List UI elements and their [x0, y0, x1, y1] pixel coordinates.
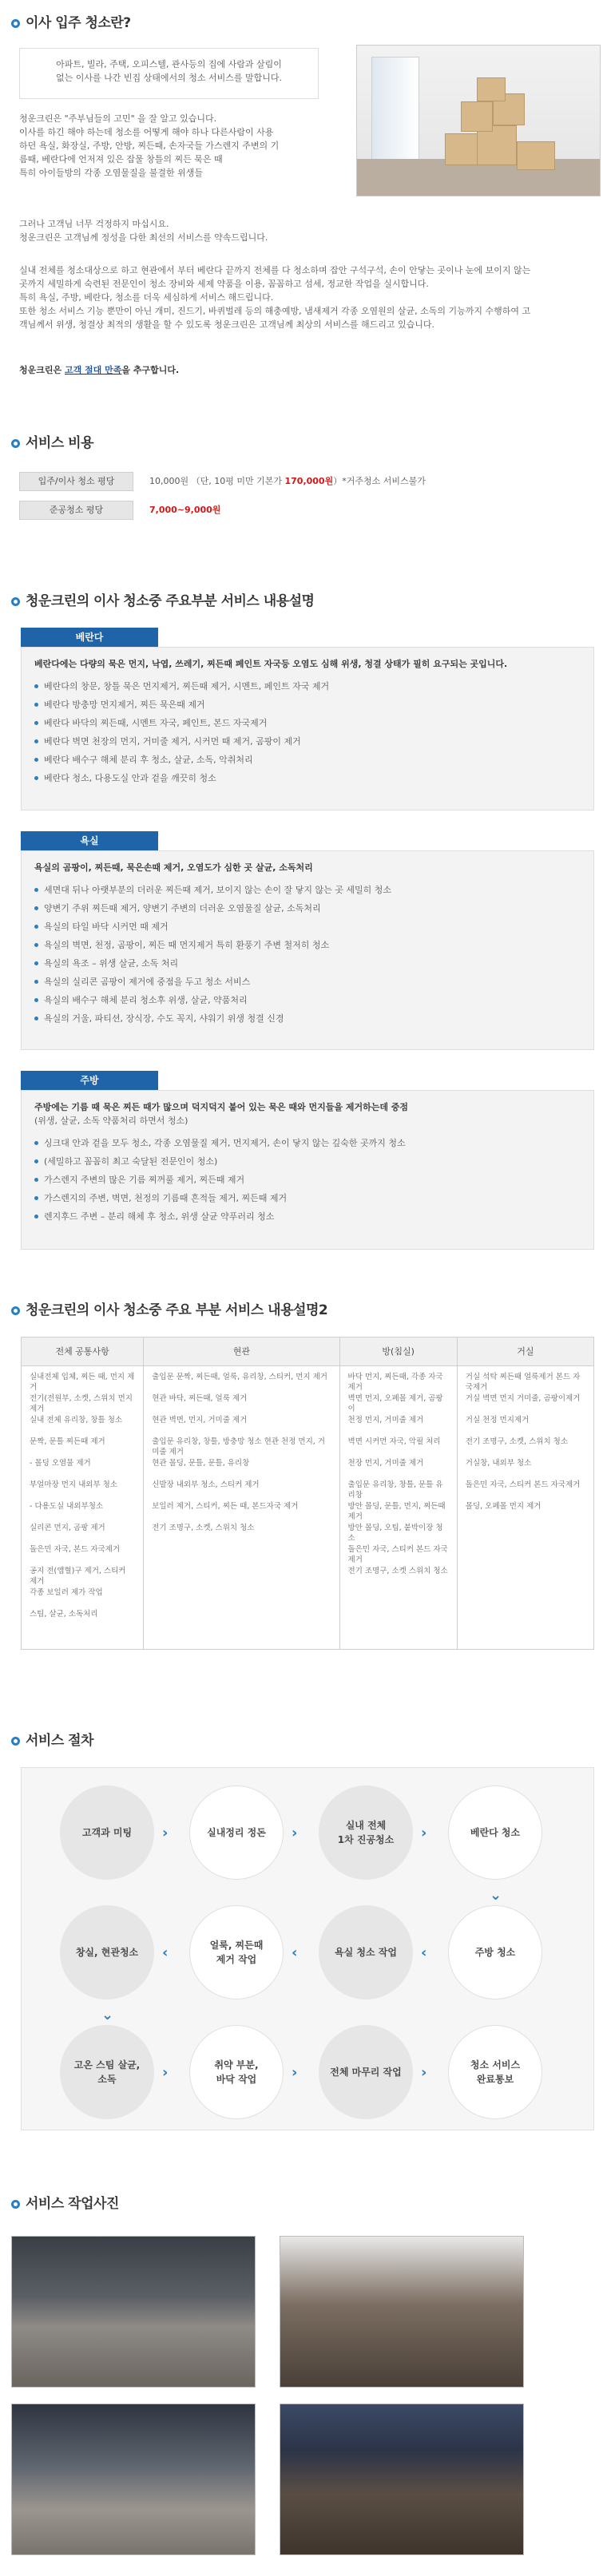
- table-cell-item: 벽면 먼지, 오페몰 제거, 곰팡이: [347, 1394, 443, 1413]
- list-item: 렌지후드 주변 – 분리 해체 후 청소, 위생 살균 약푸러리 청소: [34, 1207, 581, 1226]
- cost-row-completion: 준공청소 평당 7,000~9,000원: [19, 500, 592, 521]
- table-header: 거실: [457, 1338, 593, 1366]
- intro-slogan: 청운크린은 고객 절대 만족을 추구합니다.: [19, 365, 180, 375]
- list-item: 베란다의 창문, 창틀 묵은 먼지제거, 찌든때 제거, 시멘트, 페인트 자국 제거: [34, 677, 581, 696]
- procedure-step: 주방 청소: [448, 1905, 542, 1999]
- parts2-heading: 청운크린의 이사 청소중 주요 부분 서비스 내용설명2: [11, 1298, 592, 1322]
- procedure-step: 청소 서비스 완료통보: [448, 2025, 542, 2119]
- tab-veranda: 베란다: [21, 628, 158, 647]
- table-cell: [22, 1366, 144, 1650]
- table-cell-item: 신발장 내외부 청소, 스티커 제거: [152, 1480, 260, 1489]
- arrow-icon: ›: [421, 1825, 427, 1841]
- table-cell-item: 각종 보일러 제가 작업: [30, 1588, 103, 1597]
- intro-para-3: 실내 전체를 청소대상으로 하고 현관에서 부터 베란다 끝까지 전체를 다 청소하며 잡안 구석구석, 손이 안닿는 곳이나 눈에 보이지 않는 곳까지 세밀하게 숙련된 전문인이 청소 장비와 세제 약품을 이용, 꼼꼼하고 섬세, 정교한 작업을 실시합니다. 특히 욕실, 주방, 베란다, 청소를 더욱 세심하게 서비스 해드립니다. 또한 청소 서비스 기능 뿐만이 아닌 개미, 진드기, 바퀴벌레 등의 해충예방, 냄새제거 각종 오염원의 살균, 소독의 기능까지 수행하여 고 객님께서 위생, 청결상 최적의 생활을 할 수 있도록 청운크린은 고객님께 최상의 서비스를 해드리고 있습니다.: [19, 265, 531, 331]
- table-cell-item: 방안 몰딩, 오팀, 붙박이장 청소: [347, 1524, 443, 1543]
- bullet-icon: [11, 1306, 20, 1315]
- table-cell-item: 실내 전체 유리창, 창틀 청소: [30, 1416, 123, 1425]
- table-cell-item: 현관 바닥, 찌든때, 얼룩 제거: [152, 1394, 248, 1403]
- list-item: 욕실의 실리콘 곰팡이 제거에 중점을 두고 청소 서비스: [34, 973, 581, 991]
- table-cell-item: 스팀, 살균, 소독처리: [30, 1610, 98, 1619]
- table-cell-item: 돌은민 자국, 스티커 본드 자국제거: [347, 1545, 448, 1564]
- bullet-icon: [11, 1737, 20, 1746]
- arrow-icon: ›: [162, 2064, 169, 2081]
- work-photo-1: [11, 2236, 256, 2388]
- bullet-icon: [11, 597, 20, 606]
- intro-para-2: 그러나 고객님 너무 걱정하지 마십시요. 청운크린은 고객님께 정성을 다한 최선의 서비스를 약속드립니다.: [19, 219, 268, 244]
- table-cell-item: 거실창, 내외부 청소: [465, 1459, 532, 1468]
- cost-row-move: 입주/이사 청소 평당 10,000원 （단, 10평 미만 기본가 170,000원）*거주청소 서비스불가: [19, 471, 592, 492]
- table-cell-item: - 몰딩 오염물 제거: [30, 1459, 91, 1468]
- table-cell-item: 전기(전원부, 소켓, 스위치 먼지 제거: [30, 1394, 133, 1413]
- table-cell-item: 보일러 제거, 스티커, 찌든 때, 본드자국 제거: [152, 1502, 299, 1511]
- list-item: 양변기 주위 찌든때 제거, 양변기 주변의 더러운 오염물질 살균, 소독처리: [34, 899, 581, 917]
- bullet-icon: [11, 19, 20, 28]
- veranda-card: 베란다에는 다량의 묵은 먼지, 낙엽, 쓰레기, 찌든때 페인트 자국등 오염도 심해 위생, 청결 상태가 필히 요구되는 곳입니다. 베란다의 창문, 창틀 묵은 먼지제거, 찌든때 제거, 시멘트, 페인트 자국 제거 베란다 방충망 먼지제거, 찌든 묵은때 제거 베란다 바닥의 찌든때, 시멘트 자국, 페인트, 본드 자국제거 베란다 벽면 천장의 먼지, 거미줄 제거, 시커먼 때 제거, 곰팡이 제거 베란다 배수구 해체 분리 후 청소, 살균, 소독, 악취처리 베란다 청소, 다용도실 안과 겉을 깨끗히 청소: [21, 647, 594, 810]
- arrow-icon: ‹: [421, 1944, 427, 1961]
- intro-quote: 아파트, 빌라, 주택, 오피스텔, 관사등의 집에 사람과 살림이 없는 이사를 나간 빈집 상태에서의 청소 서비스를 말합니다.: [19, 48, 319, 99]
- table-cell-item: 부얼마장 먼지 내외부 청소: [30, 1480, 118, 1489]
- table-cell-item: 문짝, 문틀 찌든때 제거: [30, 1437, 105, 1446]
- list-item: 베란다 방충망 먼지제거, 찌든 묵은때 제거: [34, 696, 581, 714]
- moving-boxes-photo: [356, 45, 601, 196]
- procedure-section: [11, 1729, 592, 2130]
- kitchen-card: 주방에는 기름 때 묵은 찌든 때가 많으며 덕지덕지 붙어 있는 묵은 때와 먼지들을 제거하는데 중점 (위생, 살균, 소독 약품처리 하면서 청소) 싱크대 안과 겉을 모두 청소, 각종 오염물질 제거, 먼지제거, 손이 닿지 않는 깊숙한 곳까지 청소 (세밀하고 꼼꼼히 최고 숙달된 전문인이 청소) 가스렌지 주변의 많은 기름 찌꺼풀 제거, 찌든때 제거 가스렌지의 주변, 벽면, 천정의 기름때 흔적들 제거, 찌든때 제거 렌지후드 주변 – 분리 해체 후 청소, 위생 살균 약푸러리 청소: [21, 1090, 594, 1250]
- arrow-icon: ›: [421, 2064, 427, 2081]
- table-cell-item: 천장 먼지, 거미줄 제거: [347, 1459, 424, 1468]
- table-cell-item: 현관 벽면, 먼지, 거미줄 제거: [152, 1416, 248, 1425]
- table-cell-item: 벽면 시커먼 자국, 악필 처리: [347, 1437, 441, 1446]
- work-photo-2: [280, 2236, 524, 2388]
- table-cell-item: 공지 전(앰혈)구 제거, 스티커 제거: [30, 1567, 126, 1586]
- table-cell-item: 실리콘 먼지, 곰팡 제거: [30, 1524, 105, 1532]
- table-header: 현관: [144, 1338, 339, 1366]
- procedure-flow: [21, 1767, 594, 2130]
- list-item: 베란다 배수구 해체 분리 후 청소, 살균, 소독, 악취처리: [34, 751, 581, 769]
- list-item: 가스렌지의 주변, 벽면, 천정의 기름때 흔적들 제거, 찌든때 제거: [34, 1189, 581, 1207]
- work-photo-3: [11, 2404, 256, 2555]
- procedure-heading: 서비스 절차: [11, 1729, 592, 1753]
- list-item: 가스렌지 주변의 많은 기름 찌꺼풀 제거, 찌든때 제거: [34, 1171, 581, 1189]
- cost-heading: 서비스 비용: [11, 431, 592, 455]
- arrow-icon: ›: [162, 1825, 169, 1841]
- procedure-step: 취약 부분, 바닥 작업: [189, 2025, 284, 2119]
- bullet-icon: [11, 2200, 20, 2209]
- list-item: 베란다 바닥의 찌든때, 시멘트 자국, 페인트, 본드 자국제거: [34, 714, 581, 732]
- bullet-icon: [11, 439, 20, 448]
- procedure-step: 얼룩, 찌든때 제거 작업: [189, 1905, 284, 1999]
- intro-para-1: 청운크린은 "주부님들의 고민" 을 잘 알고 있습니다. 이사를 하긴 해야 하는데 청소를 어떻게 해야 하나 다른사람이 사용 하던 욕실, 화장실, 주방, 안방, 찌든때, 손자국들 가스렌지 주변의 기 름때, 베란다에 언저져 있은 잡물 창틀의 찌든 묵은 때 특히 아이들방의 각종 오염물질을 불결한 위생들: [19, 113, 280, 179]
- list-item: 베란다 청소, 다용도실 안과 겉을 깨끗히 청소: [34, 769, 581, 787]
- procedure-step: 고온 스팀 살균, 소독: [60, 2025, 154, 2119]
- bath-card: 욕실의 곰팡이, 찌든때, 묵은손때 제거, 오염도가 심한 곳 살균, 소독처리 세면대 뒤나 아랫부분의 더러운 찌든때 제거, 보이지 않는 손이 잘 닿지 않는 곳 세밀히 청소 양변기 주위 찌든때 제거, 양변기 주변의 더러운 오염물질 살균, 소독처리 욕실의 타일 바닥 시커먼 때 제거 욕실의 벽면, 천정, 곰팡이, 찌든 때 먼지제거 특히 환풍기 주변 철저히 청소 욕실의 욕조 – 위생 살균, 소독 처리 욕실의 실리콘 곰팡이 제거에 중점을 두고 청소 서비스 욕실의 배수구 해체 분리 청소후 위생, 살균, 약품처리 욕실의 거울, 파티션, 장식장, 수도 꼭지, 샤워기 위생 청결 신경: [21, 850, 594, 1050]
- table-cell-item: 전기 조명구, 소켓, 스위치 청소: [465, 1437, 569, 1446]
- service-detail-table: [21, 1337, 594, 1650]
- table-cell-item: 현관 몰딩, 문틀, 문틀, 유리창: [152, 1459, 250, 1468]
- arrow-icon: ›: [292, 1825, 298, 1841]
- table-cell-item: 돌은민 자국, 본드 자국제거: [30, 1545, 121, 1554]
- list-item: 욕실의 배수구 해체 분리 청소후 위생, 살균, 약품처리: [34, 991, 581, 1009]
- table-cell-item: - 다용도실 내외부청소: [30, 1502, 104, 1511]
- arrow-icon: ⌄: [101, 2007, 114, 2023]
- list-item: 싱크대 안과 겉을 모두 청소, 각종 오염물질 제거, 먼지제거, 손이 닿지 않는 깊숙한 곳까지 청소: [34, 1134, 581, 1152]
- table-cell-item: 거실 천정 먼지제거: [465, 1416, 530, 1425]
- procedure-step: 실내정리 정돈: [189, 1785, 284, 1880]
- intro-heading: 이사 입주 청소란?: [11, 11, 131, 35]
- photos-section: [11, 2192, 592, 2216]
- table-cell-item: 거실 석탁 찌든때 얼룩제거 본드 자국제거: [465, 1373, 581, 1392]
- table-cell-item: 천정 먼지, 거미줄 제거: [347, 1416, 424, 1425]
- table-cell-item: 출입문 유리창, 창틀, 문틀 유리창: [347, 1480, 443, 1500]
- procedure-step: 창실, 현관청소: [60, 1905, 154, 1999]
- table-cell-item: 전기 조명구, 소켓 스위치 청소: [347, 1567, 448, 1575]
- list-item: 베란다 벽면 천장의 먼지, 거미줄 제거, 시커먼 때 제거, 곰팡이 제거: [34, 732, 581, 751]
- arrow-icon: ⌄: [490, 1887, 502, 1904]
- arrow-icon: ‹: [162, 1944, 169, 1961]
- list-item: 욕실의 거울, 파티션, 장식장, 수도 꼭지, 샤워기 위생 청결 신경: [34, 1009, 581, 1028]
- procedure-step: 욕실 청소 작업: [319, 1905, 413, 1999]
- table-cell-item: 전기 조명구, 소켓, 스위치 청소: [152, 1524, 255, 1532]
- procedure-step: 실내 전체 1차 진공청소: [319, 1785, 413, 1880]
- list-item: 욕실의 벽면, 천정, 곰팡이, 찌든 때 먼지제거 특히 환풍기 주변 철저히 청소: [34, 936, 581, 954]
- photos-heading: 서비스 작업사진: [11, 2192, 592, 2216]
- list-item: 세면대 뒤나 아랫부분의 더러운 찌든때 제거, 보이지 않는 손이 잘 닿지 않는 곳 세밀히 청소: [34, 881, 581, 899]
- table-cell: [339, 1366, 457, 1650]
- table-header: 전체 공통사항: [22, 1338, 144, 1366]
- parts-section: [11, 589, 592, 1250]
- procedure-step: 전체 마무리 작업: [319, 2025, 413, 2119]
- tab-kitchen: 주방: [21, 1071, 158, 1090]
- table-cell-item: 출입문 문짝, 찌든때, 얼룩, 유리창, 스티커, 먼지 제거: [152, 1373, 327, 1381]
- table-cell-item: 돌은민 자국, 스티커 본드 자국제거: [465, 1480, 581, 1489]
- procedure-step: 고객과 미팅: [60, 1785, 154, 1880]
- procedure-step: 베란다 청소: [448, 1785, 542, 1880]
- table-cell-item: 방안 몰딩, 문틀, 먼지, 찌든때 제거: [347, 1502, 446, 1521]
- arrow-icon: ‹: [292, 1944, 298, 1961]
- tab-bath: 욕실: [21, 831, 158, 850]
- table-cell: [144, 1366, 339, 1650]
- table-header: 방(침실): [339, 1338, 457, 1366]
- table-cell-item: 바닥 먼지, 찌든때, 각종 자국 제거: [347, 1373, 443, 1392]
- table-cell-item: 거실 벽면 먼지 거미줄, 곰팡이제거: [465, 1394, 581, 1403]
- intro-section: [11, 0, 592, 439]
- work-photo-4: [280, 2404, 524, 2555]
- table-cell-item: 실내전체 입체, 찌든 때, 먼지 제거: [30, 1373, 135, 1392]
- list-item: 욕실의 욕조 – 위생 살균, 소독 처리: [34, 954, 581, 973]
- parts2-section: [11, 1298, 592, 1650]
- list-item: (세밀하고 꼼꼼히 최고 숙달된 전문인이 청소): [34, 1152, 581, 1171]
- table-cell-item: 출입문 유리창, 창틀, 방충망 청소 현관 천정 먼지, 거미줄 제거: [152, 1437, 325, 1456]
- arrow-icon: ›: [292, 2064, 298, 2081]
- table-cell-item: 몰딩, 오페몰 먼지 제거: [465, 1502, 542, 1511]
- parts-heading: 청운크린의 이사 청소중 주요부분 서비스 내용설명: [11, 589, 592, 613]
- table-cell: [457, 1366, 593, 1650]
- cost-section: [11, 431, 592, 521]
- list-item: 욕실의 타일 바닥 시커먼 때 제거: [34, 917, 581, 936]
